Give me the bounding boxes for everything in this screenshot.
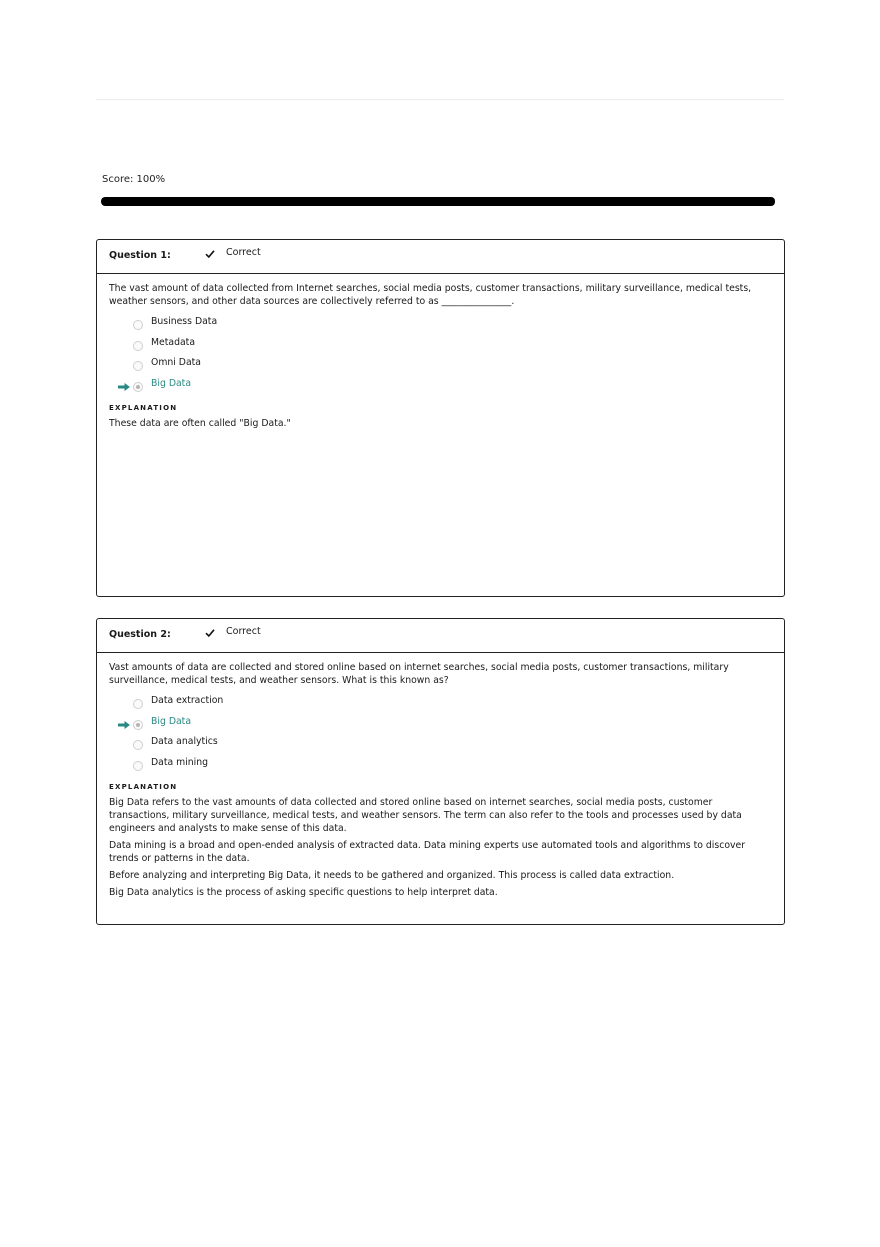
answer-option[interactable] (109, 754, 772, 775)
question-label: Question 2: (109, 629, 171, 640)
status-text: Correct (226, 626, 261, 637)
answer-option[interactable] (109, 334, 772, 355)
explanation-heading: EXPLANATION (109, 404, 178, 412)
question-prompt: Vast amounts of data are collected and stored online based on internet searches, social media posts, customer transactions, military surveillance, medical tests, and weather sensors. What is this known as? (109, 662, 729, 686)
check-icon (205, 249, 215, 259)
answer-option[interactable] (109, 692, 772, 713)
radio-button-selected[interactable] (133, 720, 143, 730)
question-body (97, 274, 784, 430)
radio-button[interactable] (133, 761, 143, 771)
arrow-right-icon (118, 383, 130, 391)
answer-option-selected[interactable] (109, 713, 772, 734)
explanation-text: These data are often called "Big Data." (109, 418, 291, 429)
explanation-text: Big Data analytics is the process of asking specific questions to help interpret data. (109, 887, 498, 898)
option-text: Omni Data (151, 357, 202, 368)
option-text: Big Data (151, 377, 192, 389)
question-card-2 (96, 618, 785, 925)
radio-button[interactable] (133, 699, 143, 709)
score-progress-bar (101, 197, 775, 206)
option-text: Data mining (151, 756, 209, 768)
explanation-text: Before analyzing and interpreting Big Data, it needs to be gathered and organized. This process is called data extraction. (109, 870, 675, 881)
question-body (97, 653, 784, 899)
score-progress-fill (101, 197, 775, 206)
option-text: Metadata (151, 336, 196, 348)
radio-button[interactable] (133, 361, 143, 371)
question-prompt: The vast amount of data collected from Internet searches, social media posts, customer transactions, military surveillance, medical tests, weather sensors, and other data sources are collectively referred to as _______________. (109, 283, 752, 307)
answer-option-selected[interactable] (109, 375, 772, 396)
answer-option[interactable] (109, 313, 772, 334)
radio-button[interactable] (133, 320, 143, 330)
question-card-1 (96, 239, 785, 597)
answer-option[interactable] (109, 733, 772, 754)
arrow-right-icon (118, 721, 130, 729)
top-divider (96, 99, 784, 100)
question-header (97, 619, 784, 653)
question-header (97, 240, 784, 274)
question-label: Question 1: (109, 250, 171, 261)
radio-button[interactable] (133, 740, 143, 750)
answer-option[interactable] (109, 354, 772, 375)
explanation-text: Data mining is a broad and open-ended analysis of extracted data. Data mining experts use automated tools and algorithms to discover trends or patterns in the data. (109, 840, 746, 864)
score-label: Score: 100% (102, 174, 166, 185)
option-text: Data extraction (151, 695, 224, 706)
check-icon (205, 628, 215, 638)
status-text: Correct (226, 247, 261, 258)
explanation-heading: EXPLANATION (109, 783, 178, 791)
radio-button[interactable] (133, 341, 143, 351)
option-text: Business Data (151, 316, 218, 327)
explanation-text: Big Data refers to the vast amounts of data collected and stored online based on internet searches, social media posts, customer transactions, military surveillance, medical tests, and weather sensors. The term can also refer to the tools and processes used by data engineers and analysts to make sense of this data. (109, 797, 742, 834)
option-text: Data analytics (151, 736, 218, 747)
radio-button-selected[interactable] (133, 382, 143, 392)
option-text: Big Data (151, 715, 192, 727)
